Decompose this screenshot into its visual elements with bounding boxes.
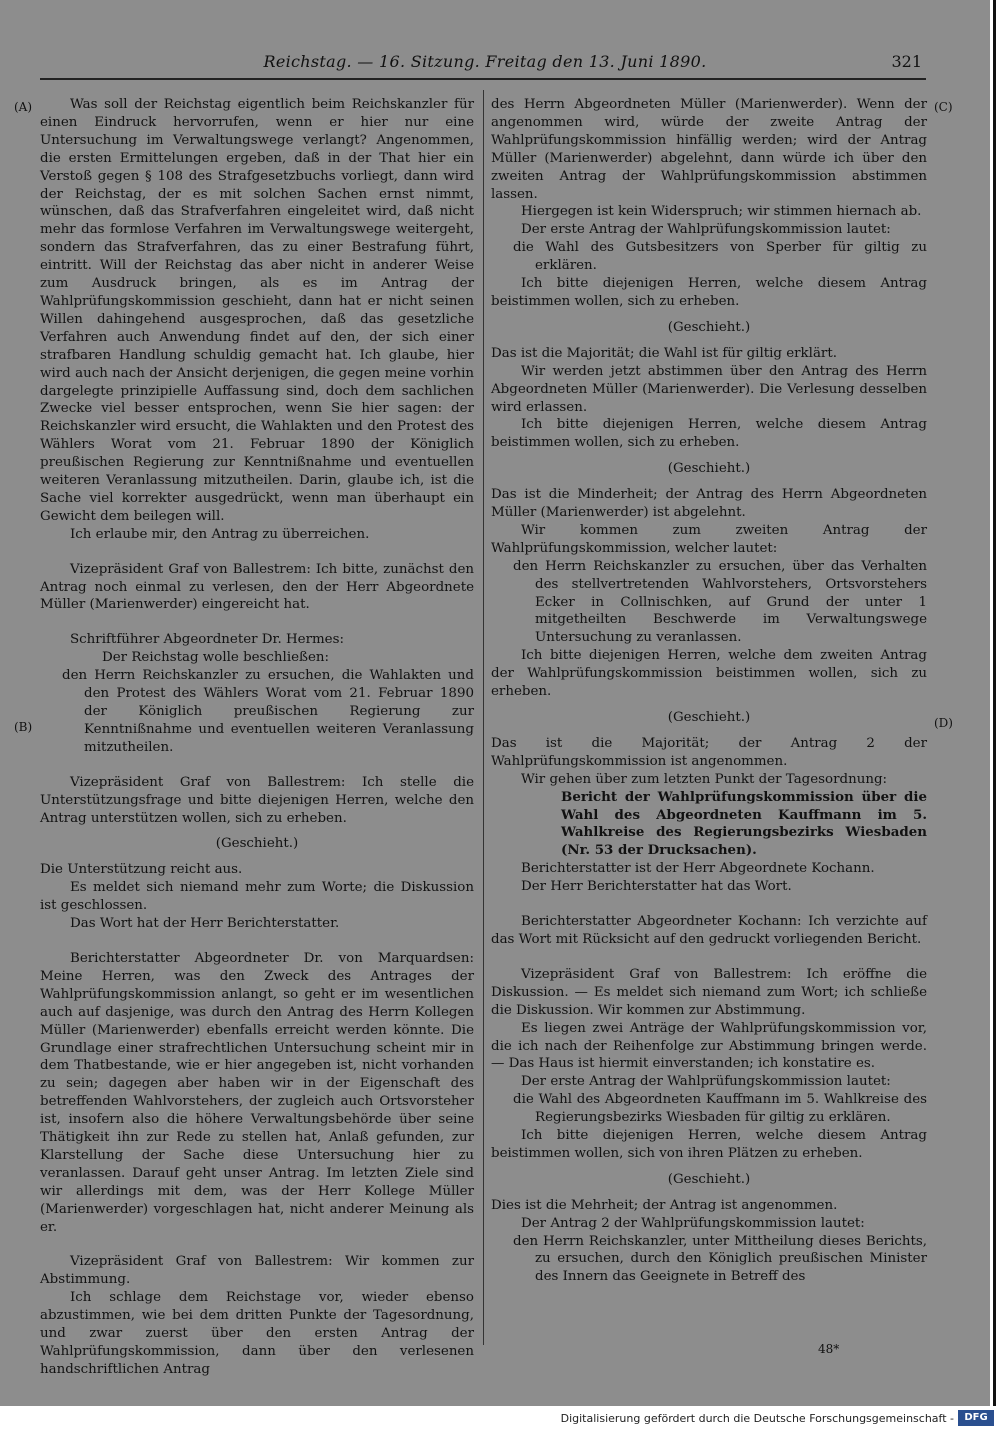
right-column-paragraph: die Wahl des Abgeordneten Kauffmann im 5. Wahlkreise des Regierungsbezirks Wiesbaden für giltig zu erklären. — [513, 1092, 927, 1126]
left-column-paragraph: Ich schlage dem Reichstage vor, wieder ebenso abzustimmen, wie bei dem dritten Punkte der Tagesordnung, und zwar zuerst über den ersten Antrag der Wahlprüfungskommission, dann über den verlesenen handschriftlichen Antrag — [40, 1290, 474, 1377]
left-column-paragraph: Vizepräsident Graf von Ballestrem: Ich stelle die Unterstützungsfrage und bitte diejenigen Herren, welche den Antrag unterstützen wollen, sich zu erheben. — [40, 774, 474, 826]
right-column — [491, 96, 927, 1286]
margin-marker-c: (C) — [934, 100, 953, 114]
left-column — [40, 96, 474, 1379]
header-rule — [40, 78, 926, 80]
margin-marker-a: (A) — [14, 100, 33, 114]
left-column-paragraph: Der Reichstag wolle beschließen: — [102, 650, 330, 666]
right-column-paragraph: (Geschieht.) — [667, 710, 751, 725]
right-column-paragraph: Bericht der Wahlprüfungskommission über die Wahl des Abgeordneten Kauffmann im 5. Wahlkreise des Regierungsbezirks Wiesbaden (Nr. 53 der Drucksachen). — [561, 788, 927, 859]
footer-credit: Digitalisierung gefördert durch die Deutsche Forschungsgemeinschaft - — [560, 1412, 954, 1425]
right-column-paragraph: den Herrn Reichskanzler, unter Mittheilung dieses Berichts, zu ersuchen, durch den Königlich preußischen Minister des Innern das Geeignete in Betreff des — [513, 1233, 927, 1285]
right-column-paragraph: Wir kommen zum zweiten Antrag der Wahlprüfungskommission, welcher lautet: — [491, 522, 927, 556]
right-column-paragraph: Ich bitte diejenigen Herren, welche diesem Antrag beistimmen wollen, sich zu erheben. — [491, 276, 927, 309]
right-column-paragraph: Hiergegen ist kein Widerspruch; wir stimmen hiernach ab. — [521, 204, 922, 220]
left-column-paragraph: Ich erlaube mir, den Antrag zu überreichen. — [70, 526, 370, 542]
right-column-paragraph: Das ist die Minderheit; der Antrag des Herrn Abgeordneten Müller (Marienwerder) ist abgelehnt. — [491, 487, 927, 521]
right-column-paragraph: den Herrn Reichskanzler zu ersuchen, über das Verhalten des stellvertretenden Wahlvorstehers, Ortsvorstehers Ecker in Collnischken, auf Grund der unter 1 mitgetheilten Beschwerde im Verwaltungswege Untersuchung zu veranlassen. — [513, 558, 927, 646]
left-column-paragraph: den Herrn Reichskanzler zu ersuchen, die Wahlakten und den Protest des Wählers Worat vom 21. Februar 1890 der Königlich preußischen Regierung zur Kenntnißnahme und eventuellen weiteren Veranlassung mitzutheilen. — [62, 668, 474, 755]
right-column-paragraph: die Wahl des Gutsbesitzers von Sperber für giltig zu erklären. — [513, 240, 927, 274]
right-column-paragraph: (Geschieht.) — [667, 1171, 751, 1187]
left-column-paragraph: Es meldet sich niemand mehr zum Worte; die Diskussion ist geschlossen. — [40, 880, 474, 914]
column-divider — [483, 90, 484, 1345]
left-column-paragraph: Schriftführer Abgeordneter Dr. Hermes: — [70, 632, 344, 648]
left-column-paragraph: Vizepräsident Graf von Ballestrem: Wir kommen zur Abstimmung. — [40, 1254, 474, 1288]
left-column-paragraph: Vizepräsident Graf von Ballestrem: Ich bitte, zunächst den Antrag noch einmal zu verlesen, den der Herr Abgeordnete Müller (Marienwerder) eingereicht hat. — [40, 561, 474, 613]
right-column-paragraph: Der Antrag 2 der Wahlprüfungskommission lautet: — [521, 1215, 865, 1231]
right-column-paragraph: Das ist die Majorität; die Wahl ist für giltig erklärt. — [491, 345, 837, 361]
left-column-paragraph: Die Unterstützung reicht aus. — [40, 862, 243, 878]
right-column-paragraph: Das ist die Majorität; der Antrag 2 der Wahlprüfungskommission ist angenommen. — [491, 735, 927, 769]
right-column-paragraph: Wir gehen über zum letzten Punkt der Tagesordnung: — [521, 771, 888, 787]
right-column-paragraph: (Geschieht.) — [667, 461, 751, 477]
right-column-paragraph: des Herrn Abgeordneten Müller (Marienwerder). Wenn der angenommen wird, würde der zweite Antrag der Wahlprüfungskommission hinfällig werden; wird der Antrag Müller (Marienwerder) abgelehnt, dann würde ich über den zweiten Antrag der Wahlprüfungskommission abstimmen lassen. — [491, 97, 927, 202]
right-column-paragraph: Der Herr Berichterstatter hat das Wort. — [521, 879, 792, 895]
right-column-paragraph: (Geschieht.) — [667, 319, 751, 335]
right-column-paragraph: Der erste Antrag der Wahlprüfungskommission lautet: — [521, 1074, 891, 1090]
running-header — [40, 52, 930, 76]
margin-marker-d: (D) — [934, 716, 953, 730]
left-column-paragraph: Was soll der Reichstag eigentlich beim Reichskanzler für einen Eindruck hervorrufen, wenn er hier nur eine Untersuchung im Verwaltungswege verlangt? Angenommen, die ersten Ermittelungen ergeben, daß in der That hier ein Verstoß gegen § 108 des Strafgesetzbuchs vorliegt, dann wird der Reichstag, der es mit solchen Sachen ernst nimmt, wünschen, daß das Strafverfahren eingeleitet wird, daß nicht mehr das formlose Verfahren im Verwaltungswege weitergeht, sondern das Strafverfahren, das zu einer Bestrafung führt, eintritt. Will der Reichstag das aber nicht in anderer Weise zum Ausdruck bringen, als es im Antrag der Wahlprüfungskommission geschieht, dann hat er nicht seinen Willen dahingehend ausgesprochen, daß das gesetzliche Verfahren auch Anwendung findet auf den, der sich einer strafbaren Handlung schuldig gemacht hat. Ich glaube, hier wird auch nach der Ansicht derjenigen, die gegen meine vorhin dargelegte prinzipielle Auffassung sind, doch dem sachlichen Zwecke viel besser entsprochen, wenn Sie hier sagen: der Reichskanzler wird ersucht, die Wahlakten und den Protest des Wählers Worat vom 21. Februar 1890 der Königlich preußischen Regierung zur Kenntnißnahme und eventuellen weiteren Veranlassung mitzutheilen. Darin, glaube ich, ist die Sache viel korrekter ausgedrückt, wenn man überhaupt ein Gewicht dem beilegen will. — [40, 97, 474, 524]
right-column-paragraph: Berichterstatter Abgeordneter Kochann: Ich verzichte auf das Wort mit Rücksicht auf den gedruckt vorliegenden Bericht. — [491, 914, 927, 947]
footer-bar — [0, 1406, 1000, 1432]
right-column-paragraph: Wir werden jetzt abstimmen über den Antrag des Herrn Abgeordneten Müller (Marienwerder). Die Verlesung desselben wird erlassen. — [491, 363, 927, 415]
right-column-paragraph: Ich bitte diejenigen Herren, welche diesem Antrag beistimmen wollen, sich von ihren Plätzen zu erheben. — [491, 1128, 927, 1161]
right-column-paragraph: Vizepräsident Graf von Ballestrem: Ich eröffne die Diskussion. — Es meldet sich niemand zum Wort; ich schließe die Diskussion. Wir kommen zur Abstimmung. — [491, 966, 927, 1018]
left-column-paragraph: Das Wort hat der Herr Berichterstatter. — [70, 916, 340, 932]
left-column-paragraph: (Geschieht.) — [215, 836, 299, 852]
right-column-paragraph: Der erste Antrag der Wahlprüfungskommission lautet: — [521, 222, 891, 238]
dfg-logo: DFG — [958, 1410, 994, 1426]
header-title: Reichstag. — 16. Sitzung. Freitag den 13. Juni 1890. — [263, 52, 707, 71]
right-column-paragraph: Berichterstatter ist der Herr Abgeordnete Kochann. — [521, 861, 875, 877]
margin-marker-b: (B) — [14, 720, 33, 734]
right-column-paragraph: Dies ist die Mehrheit; der Antrag ist angenommen. — [491, 1197, 838, 1213]
right-column-paragraph: Ich bitte diejenigen Herren, welche diesem Antrag beistimmen wollen, sich zu erheben. — [491, 417, 927, 451]
left-column-paragraph: Berichterstatter Abgeordneter Dr. von Marquardsen: Meine Herren, was den Zweck des Antrages der Wahlprüfungskommission anlangt, so geht er im wesentlichen auch auf dasjenige, was durch den Antrag des Herrn Kollegen Müller (Marienwerder) ebenfalls erreicht werden könnte. Die Grundlage einer strafrechtlichen Untersuchung scheint mir in dem Thatbestande, wie er hier angegeben ist, nicht vorhanden zu sein; dagegen aber haben wir in der Eigenschaft des betreffenden Wahlvorstehers, der zugleich auch Ortsvorsteher ist, insofern also die höhere Verwaltungsbehörde über seine Thätigkeit ihn zur Rede zu stellen hat, Anlaß gefunden, zur Klarstellung der Sache diese Untersuchung hier zu veranlassen. Darauf geht unser Antrag. Im letzten Ziele sind wir allerdings mit dem, was der Herr Kollege Müller (Marienwerder) vorgeschlagen hat, nicht anderer Meinung als er. — [40, 950, 474, 1235]
page-edge — [990, 0, 1000, 1406]
right-column-paragraph: Ich bitte diejenigen Herren, welche dem zweiten Antrag der Wahlprüfungskommission beistimmen wollen, sich zu erheben. — [491, 648, 927, 700]
right-column-paragraph: Es liegen zwei Anträge der Wahlprüfungskommission vor, die ich nach der Reihenfolge zur Abstimmung bringen werde. — Das Haus ist hiermit einverstanden; ich konstatire es. — [491, 1020, 927, 1072]
page-number: 321 — [891, 52, 922, 71]
signature-mark: 48* — [818, 1342, 840, 1356]
